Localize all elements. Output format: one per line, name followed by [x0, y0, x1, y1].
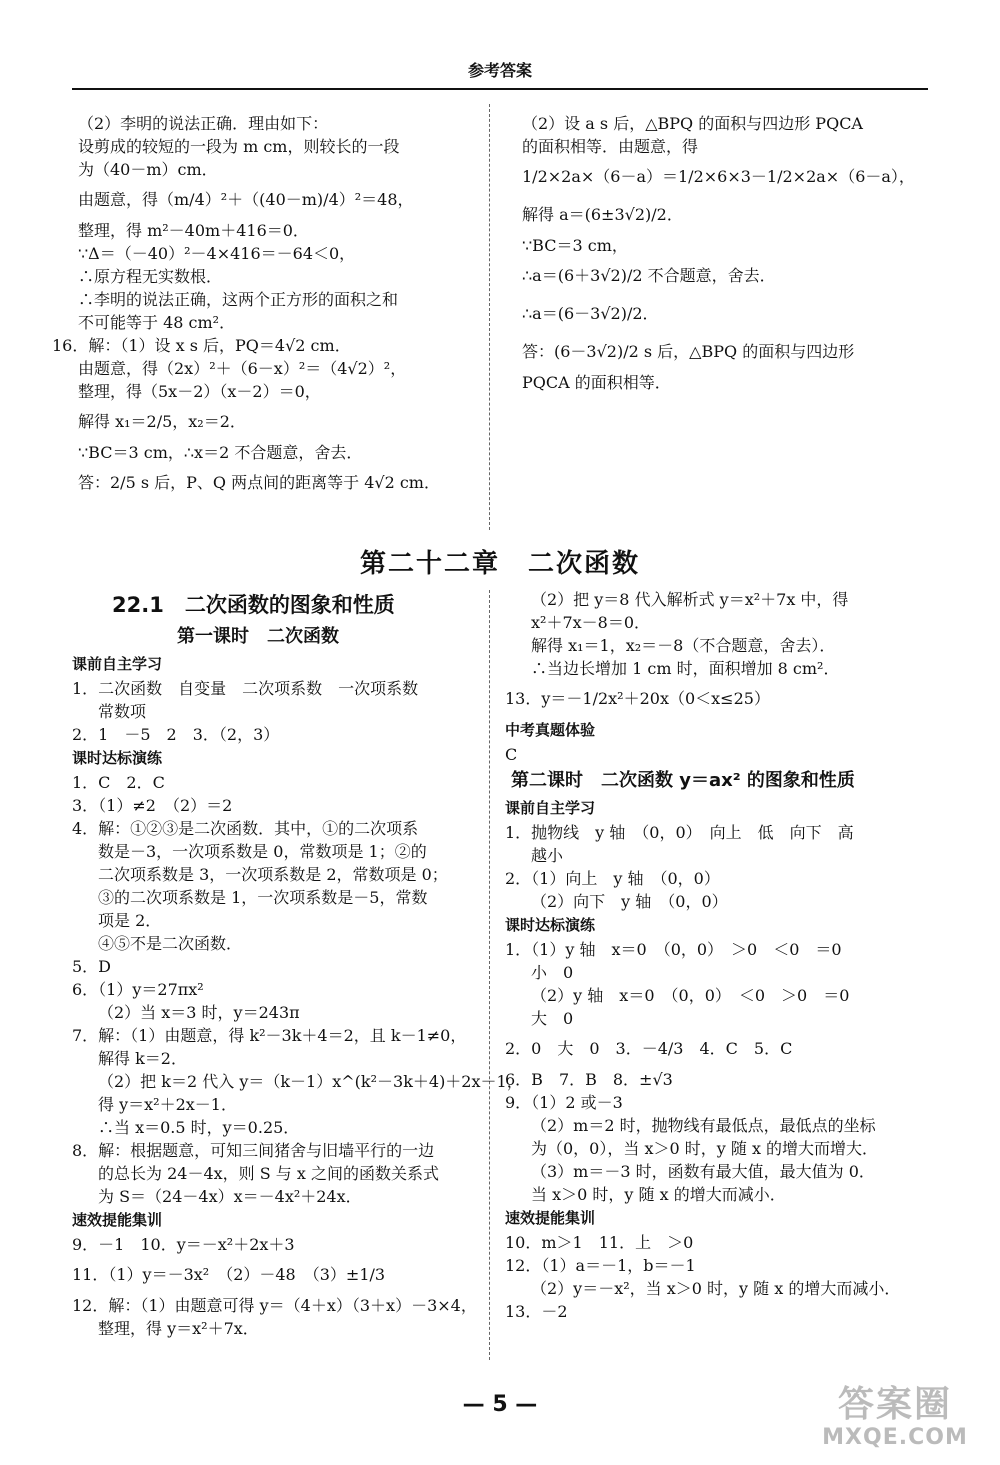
text-line: PQCA 的面积相等．: [522, 373, 671, 392]
text-line: 当 x＞0 时，y 随 x 的增大而减小．: [531, 1185, 786, 1204]
column-divider-bottom: [489, 590, 490, 1360]
watermark-logo: [800, 1385, 990, 1451]
lesson-title-1: 第一课时 二次函数: [177, 626, 339, 647]
chapter-title: 第二十二章 二次函数: [359, 549, 640, 579]
text-line: 1．二次函数 自变量 二次项系数 一次项系数: [72, 679, 419, 698]
sub-heading: 课前自主学习: [72, 655, 163, 673]
text-line: 为（0，0），当 x＞0 时，y 随 x 的增大而增大．: [531, 1139, 879, 1158]
text-line: 2．1 －5 2 3．（2，3）: [72, 725, 280, 744]
section-title: 22.1 二次函数的图象和性质: [112, 593, 395, 617]
watermark-line-2: MXQE.COM: [822, 1425, 968, 1450]
text-line: 13．－2: [505, 1302, 568, 1321]
sub-heading: 课时达标演练: [72, 749, 163, 767]
text-line: （2）向下 y 轴 （0，0）: [531, 892, 728, 911]
text-line: 常数项: [98, 702, 147, 721]
text-line: （2）y＝－x²，当 x＞0 时，y 随 x 的增大而减小．: [531, 1279, 901, 1298]
text-line: 2．（1）向上 y 轴 （0，0）: [505, 869, 720, 888]
text-line: ③的二次项系数是 1，一次项系数是－5，常数: [98, 888, 428, 907]
sub-heading: 课前自主学习: [505, 799, 596, 817]
text-line: 13．y＝－1/2x²＋20x（0＜x≤25）: [505, 689, 770, 708]
left-bottom-column: [72, 588, 523, 1340]
text-line: 6．（1）y＝27πx²: [72, 980, 204, 999]
text-line: ∵BC＝3 cm，∴x＝2 不合题意，舍去．: [78, 443, 363, 462]
text-line: （2）设 a s 后，△BPQ 的面积与四边形 PQCA: [522, 114, 863, 133]
text-line: 整理，得（5x－2）（x－2）＝0，: [78, 382, 321, 401]
right-top-column: [522, 112, 922, 394]
page-header-title: 参考答案: [467, 61, 532, 80]
text-line: 由题意，得（m/4）²＋（(40－m)/4）²＝48，: [78, 190, 414, 209]
text-line: 11．（1）y＝－3x² （2）－48 （3）±1/3: [72, 1265, 386, 1284]
text-line: ∴当 x＝0.5 时，y＝0.25．: [98, 1118, 300, 1137]
text-line: （2）当 x＝3 时，y＝243π: [98, 1003, 300, 1022]
text-line: 1/2×2a×（6－a）＝1/2×6×3－1/2×2a×（6－a），: [522, 167, 915, 186]
text-line: 7．解：（1）由题意，得 k²－3k＋4＝2，且 k－1≠0，: [72, 1026, 467, 1045]
page-number: — 5 —: [462, 1392, 538, 1417]
text-line: 12．（1）a＝－1，b＝－1: [505, 1256, 696, 1275]
text-line: 9．（1）2 或－3: [505, 1093, 623, 1112]
text-line: 答：(6－3√2)/2 s 后，△BPQ 的面积与四边形: [522, 342, 855, 361]
text-line: 9．－1 10．y＝－x²＋2x＋3: [72, 1235, 295, 1254]
text-line: ∴李明的说法正确，这两个正方形的面积之和: [78, 290, 399, 309]
text-line: 的总长为 24－4x，则 S 与 x 之间的函数关系式: [98, 1164, 439, 1183]
text-line: 由题意，得（2x）²＋（6－x）²＝（4√2）²，: [78, 359, 407, 378]
text-line: C: [505, 745, 518, 764]
right-bottom-column: [505, 588, 925, 1323]
text-line: 为 S＝（24－4x）x＝－4x²＋24x．: [98, 1187, 362, 1206]
sub-heading: 课时达标演练: [505, 916, 596, 934]
text-line: 解得 a＝(6±3√2)/2．: [522, 205, 683, 224]
sub-heading: 中考真题体验: [505, 721, 596, 739]
text-line: 设剪成的较短的一段为 m cm，则较长的一段: [78, 137, 400, 156]
text-line: 10．m＞1 11．上 ＞0: [505, 1233, 694, 1252]
text-line: 为（40－m）cm．: [78, 160, 218, 179]
sub-heading: 速效提能集训: [505, 1209, 596, 1227]
text-line: （3）m＝－3 时，函数有最大值，最大值为 0．: [531, 1162, 875, 1181]
text-line: 6．B 7．B 8．±√3: [505, 1070, 673, 1089]
text-line: 解得 x₁＝2/5，x₂＝2．: [78, 412, 246, 431]
text-line: 1．抛物线 y 轴 （0，0） 向上 低 向下 高: [505, 823, 854, 842]
text-line: 12．解：（1）由题意可得 y＝（4＋x）（3＋x）－3×4，: [72, 1296, 477, 1315]
text-line: 3．（1）≠2 （2）＝2: [72, 796, 233, 815]
watermark-line-1: 答案圈: [837, 1384, 952, 1425]
text-line: 不可能等于 48 cm²．: [78, 313, 236, 332]
text-line: ④⑤不是二次函数．: [98, 934, 243, 953]
text-line: 项是 2．: [98, 911, 162, 930]
text-line: 4．解：①②③是二次函数．其中，①的二次项系: [72, 819, 419, 838]
text-line: 8．解：根据题意，可知三间猪舍与旧墙平行的一边: [72, 1141, 435, 1160]
text-line: 越小: [531, 846, 564, 865]
text-line: 整理，得 y＝x²＋7x．: [98, 1319, 259, 1338]
text-line: 大 0: [531, 1009, 574, 1028]
text-line: （2）y 轴 x＝0 （0，0） ＜0 ＞0 ＝0: [531, 986, 850, 1005]
sub-heading: 速效提能集训: [72, 1211, 163, 1229]
text-line: ∴当边长增加 1 cm 时，面积增加 8 cm²．: [531, 659, 840, 678]
text-line: 1．（1）y 轴 x＝0 （0，0） ＞0 ＜0 ＝0: [505, 940, 842, 959]
question-16: 16．解：（1）设 x s 后，PQ＝4√2 cm．: [52, 336, 351, 355]
text-line: ∴a＝(6＋3√2)/2 不合题意，舍去．: [522, 266, 776, 285]
text-line: （2）把 y＝8 代入解析式 y＝x²＋7x 中，得: [531, 590, 849, 609]
text-line: 得 y＝x²＋2x－1．: [98, 1095, 237, 1114]
text-line: 小 0: [531, 963, 574, 982]
text-line: 整理，得 m²－40m＋416＝0．: [78, 221, 309, 240]
text-line: （2）m＝2 时，抛物线有最低点，最低点的坐标: [531, 1116, 876, 1135]
text-line: 2．0 大 0 3．－4/3 4．C 5．C: [505, 1039, 793, 1058]
text-line: 答：2/5 s 后，P、Q 两点间的距离等于 4√2 cm．: [78, 473, 440, 492]
text-line: ∵Δ＝（－40）²－4×416＝－64＜0，: [78, 244, 356, 263]
left-top-column: [52, 112, 478, 502]
text-line: 二次项系数是 3，一次项系数是 2，常数项是 0；: [98, 865, 448, 884]
text-line: ∴原方程无实数根．: [78, 267, 223, 286]
text-line: 的面积相等．由题意，得: [522, 137, 699, 156]
text-line: （2）把 k＝2 代入 y＝（k－1）x^(k²－3k＋4)＋2x－1，: [98, 1072, 523, 1091]
text-line: 解得 k＝2．: [98, 1049, 187, 1068]
lesson-title-2: 第二课时 二次函数 y＝ax² 的图象和性质: [511, 770, 855, 791]
text-line: ∵BC＝3 cm，: [522, 236, 628, 255]
text-line: ∴a＝(6－3√2)/2．: [522, 304, 659, 323]
text-line: 解得 x₁＝1，x₂＝－8（不合题意，舍去）．: [531, 636, 836, 655]
column-divider-top: [489, 104, 490, 530]
text-line: 5．D: [72, 957, 112, 976]
header-rule: [72, 88, 928, 90]
text-line: （2）李明的说法正确．理由如下：: [78, 114, 329, 133]
text-line: 1．C 2．C: [72, 773, 165, 792]
text-line: 数是－3，一次项系数是 0，常数项是 1；②的: [98, 842, 427, 861]
text-line: x²＋7x－8＝0．: [531, 613, 651, 632]
